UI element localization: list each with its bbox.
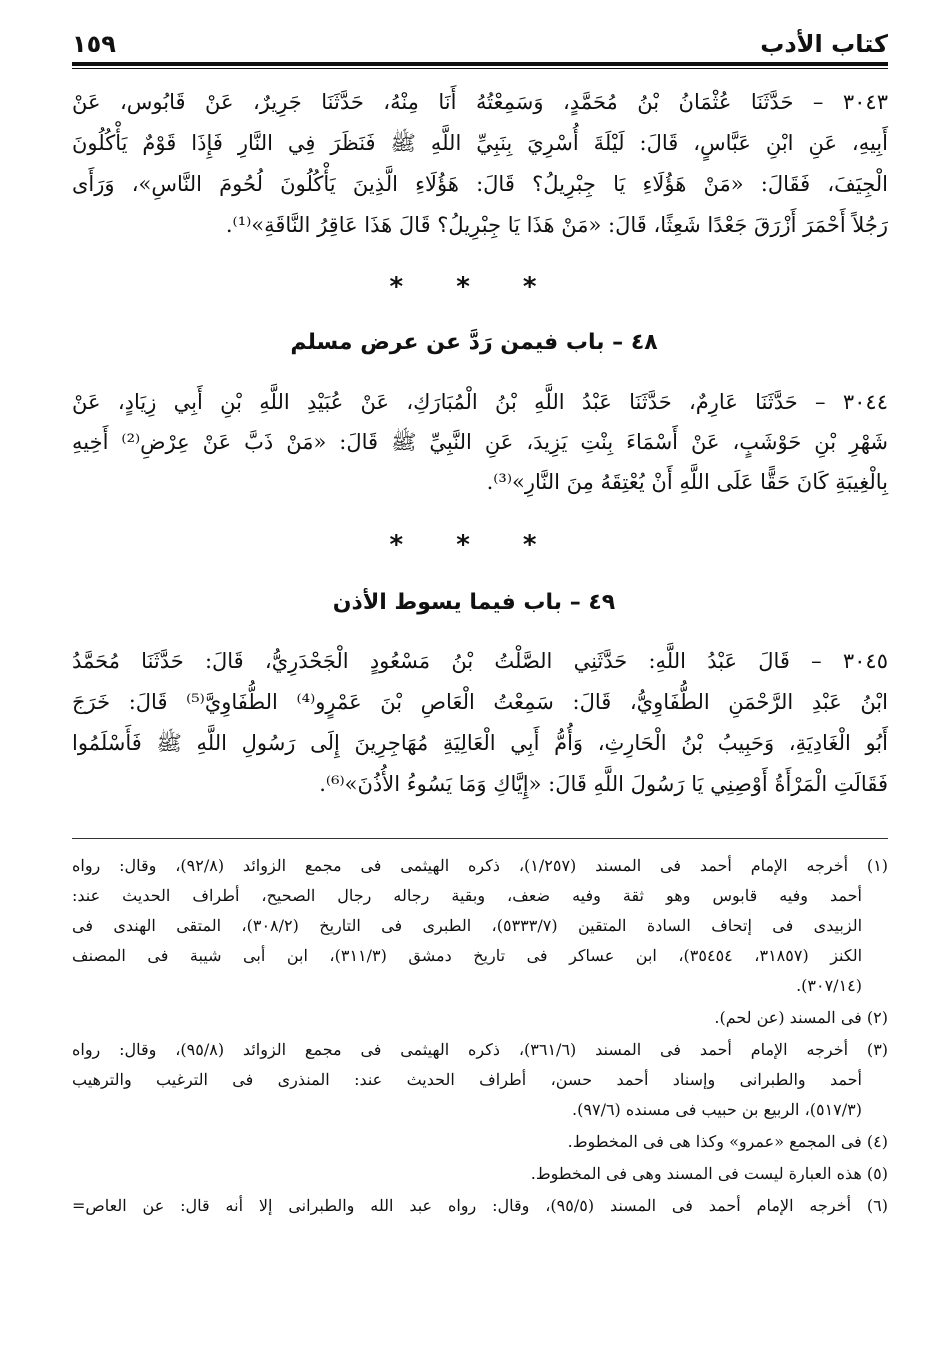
hadith-3043-line: أَبِيهِ، عَنِ ابْنِ عَبَّاسٍ، قَالَ: لَيْلَةَ أُسْرِيَ بِنَبِيِّ اللَّهِ ﷺ فَنَظَرَ فِي النَّارِ فَإِذَا قَوْمٌ يَأْكُلُونَ [72, 131, 888, 155]
page-number: ١٥٩ [72, 30, 116, 58]
hadith-3043-line: ٣٠٤٣ – حَدَّثَنَا عُثْمَانُ بْنُ مُحَمَّدٍ، وَسَمِعْتُهُ أَنَا مِنْهُ، حَدَّثَنَا جَرِيرٌ، عَنْ قَابُوس، عَنْ [72, 90, 888, 114]
header-rule [72, 62, 888, 66]
footnote-4: (٤) فى المجمع «عمرو» وكذا هى فى المخطوط. [567, 1132, 888, 1151]
footnote-1: (١) أخرجه الإمام أحمد فى المسند (١/٢٥٧)، ذكره الهيثمى فى مجمع الزوائد (٩٢/٨)، وقال: رواه [72, 856, 889, 875]
footnote-separator [72, 838, 888, 839]
footnote-1: الزبيدى فى إتحاف السادة المتقين (٥٣٣٣/٧)، الطبرى فى التاريخ (٣٠٨/٢)، المتقى الهندى فى [72, 916, 863, 935]
hadith-3043-line: الْجِيَفَ، فَقَالَ: «مَنْ هَؤُلَاءِ يَا جِبْرِيلُ؟ قَالَ: هَؤُلَاءِ الَّذِينَ يَأْكُلُونَ لُحُومَ النَّاسِ»، وَرَأَى [72, 172, 888, 196]
footnote-3: أحمد والطبرانى وإسناد أحمد حسن، أطراف الحديث عند: المنذرى فى الترغيب والترهيب [72, 1070, 862, 1089]
section-separator: * * * [389, 530, 559, 560]
hadith-3044-line: شَهْرِ بْنِ حَوْشَبٍ، عَنْ أَسْمَاءَ بِنْتِ يَزِيدَ، عَنِ النَّبِيِّ ﷺ قَالَ: «مَنْ ذَبَّ عَنْ عِرْضِ⁽²⁾ أَخِيهِ [72, 430, 888, 454]
book-title: كتاب الأدب [760, 30, 888, 58]
hadith-3045-line: أَبُو الْغَادِيَةِ، وَحَبِيبُ بْنُ الْحَارِثِ، وَأُمُّ أَبِي الْعَالِيَةِ مُهَاجِرِينَ إِلَى رَسُولِ اللَّهِ ﷺ فَأَسْلَمُوا [72, 731, 888, 755]
hadith-3044-line: ٣٠٤٤ – حَدَّثَنَا عَارِمٌ، حَدَّثَنَا عَبْدُ اللَّهِ بْنُ الْمُبَارَكِ، عَنْ عُبَيْدِ اللَّهِ بْنِ أَبِي زِيَادٍ، عَنْ [72, 390, 888, 414]
hadith-3045-line: فَقَالَتِ الْمَرْأَةُ أَوْصِنِي يَا رَسُولَ اللَّهِ قَالَ: «إِيَّاكِ وَمَا يَسُوءُ الأُذُنَ»⁽⁶⁾. [319, 772, 888, 796]
hadith-3044-line: بِالْغِيبَةِ كَانَ حَقًّا عَلَى اللَّهِ أَنْ يُعْتِقَهُ مِنَ النَّارِ»⁽³⁾. [486, 470, 888, 494]
page-header [72, 22, 888, 58]
footnote-5: (٥) هذه العبارة ليست فى المسند وهى فى المخطوط. [530, 1164, 888, 1183]
footnote-1: (٣٠٧/١٤). [796, 976, 862, 995]
footnote-6: (٦) أخرجه الإمام أحمد فى المسند (٩٥/٥)، وقال: رواه عبد الله والطبرانى إلا أنه قال: عن العاص= [72, 1196, 888, 1215]
footnote-1: الكنز (٣١٨٥٧، ٣٥٤٥٤)، ابن عساكر فى تاريخ دمشق (٣١١/٣)، ابن أبى شيبة فى المصنف [72, 946, 863, 965]
hadith-3045-line: ابْنُ عَبْدِ الرَّحْمَنِ الطُّفَاوِيُّ، قَالَ: سَمِعْتُ الْعَاصِ بْنَ عَمْرٍو⁽⁴⁾ الطُّفَاوِيَّ⁽⁵⁾ قَالَ: خَرَجَ [72, 690, 888, 714]
footnote-3: (٣) أخرجه الإمام أحمد فى المسند (٣٦١/٦)، ذكره الهيثمى فى مجمع الزوائد (٩٥/٨)، وقال: رواه [72, 1040, 889, 1059]
section-separator: * * * [389, 272, 559, 302]
footnote-1: أحمد وفيه قابوس وهو ثقة وفيه ضعف، وبقية رجاله رجال الصحيح، أطراف الحديث عند: [72, 886, 862, 905]
footnote-2: (٢) فى المسند (عن لحم). [714, 1008, 888, 1027]
header-rule-thin [72, 68, 888, 69]
footnote-3: (٥١٧/٣)، الربيع بن حبيب فى مسنده (٩٧/٦). [572, 1100, 862, 1119]
hadith-3043-line: رَجُلاً أَحْمَرَ أَزْرَقَ جَعْدًا شَعِثًا، قَالَ: «مَنْ هَذَا يَا جِبْرِيلُ؟ قَالَ هَذَا عَاقِرُ النَّاقَةِ»⁽¹⁾. [225, 213, 888, 237]
chapter-heading-49: ٤٩ – باب فيما يسوط الأذن [332, 590, 616, 615]
hadith-3045-line: ٣٠٤٥ – قَالَ عَبْدُ اللَّهِ: حَدَّثَنِي الصَّلْتُ بْنُ مَسْعُودٍ الْجَحْدَرِيُّ، قَالَ: حَدَّثَنَا مُحَمَّدُ [72, 649, 888, 673]
chapter-heading-48: ٤٨ – باب فيمن رَدَّ عن عرض مسلم [290, 330, 658, 355]
